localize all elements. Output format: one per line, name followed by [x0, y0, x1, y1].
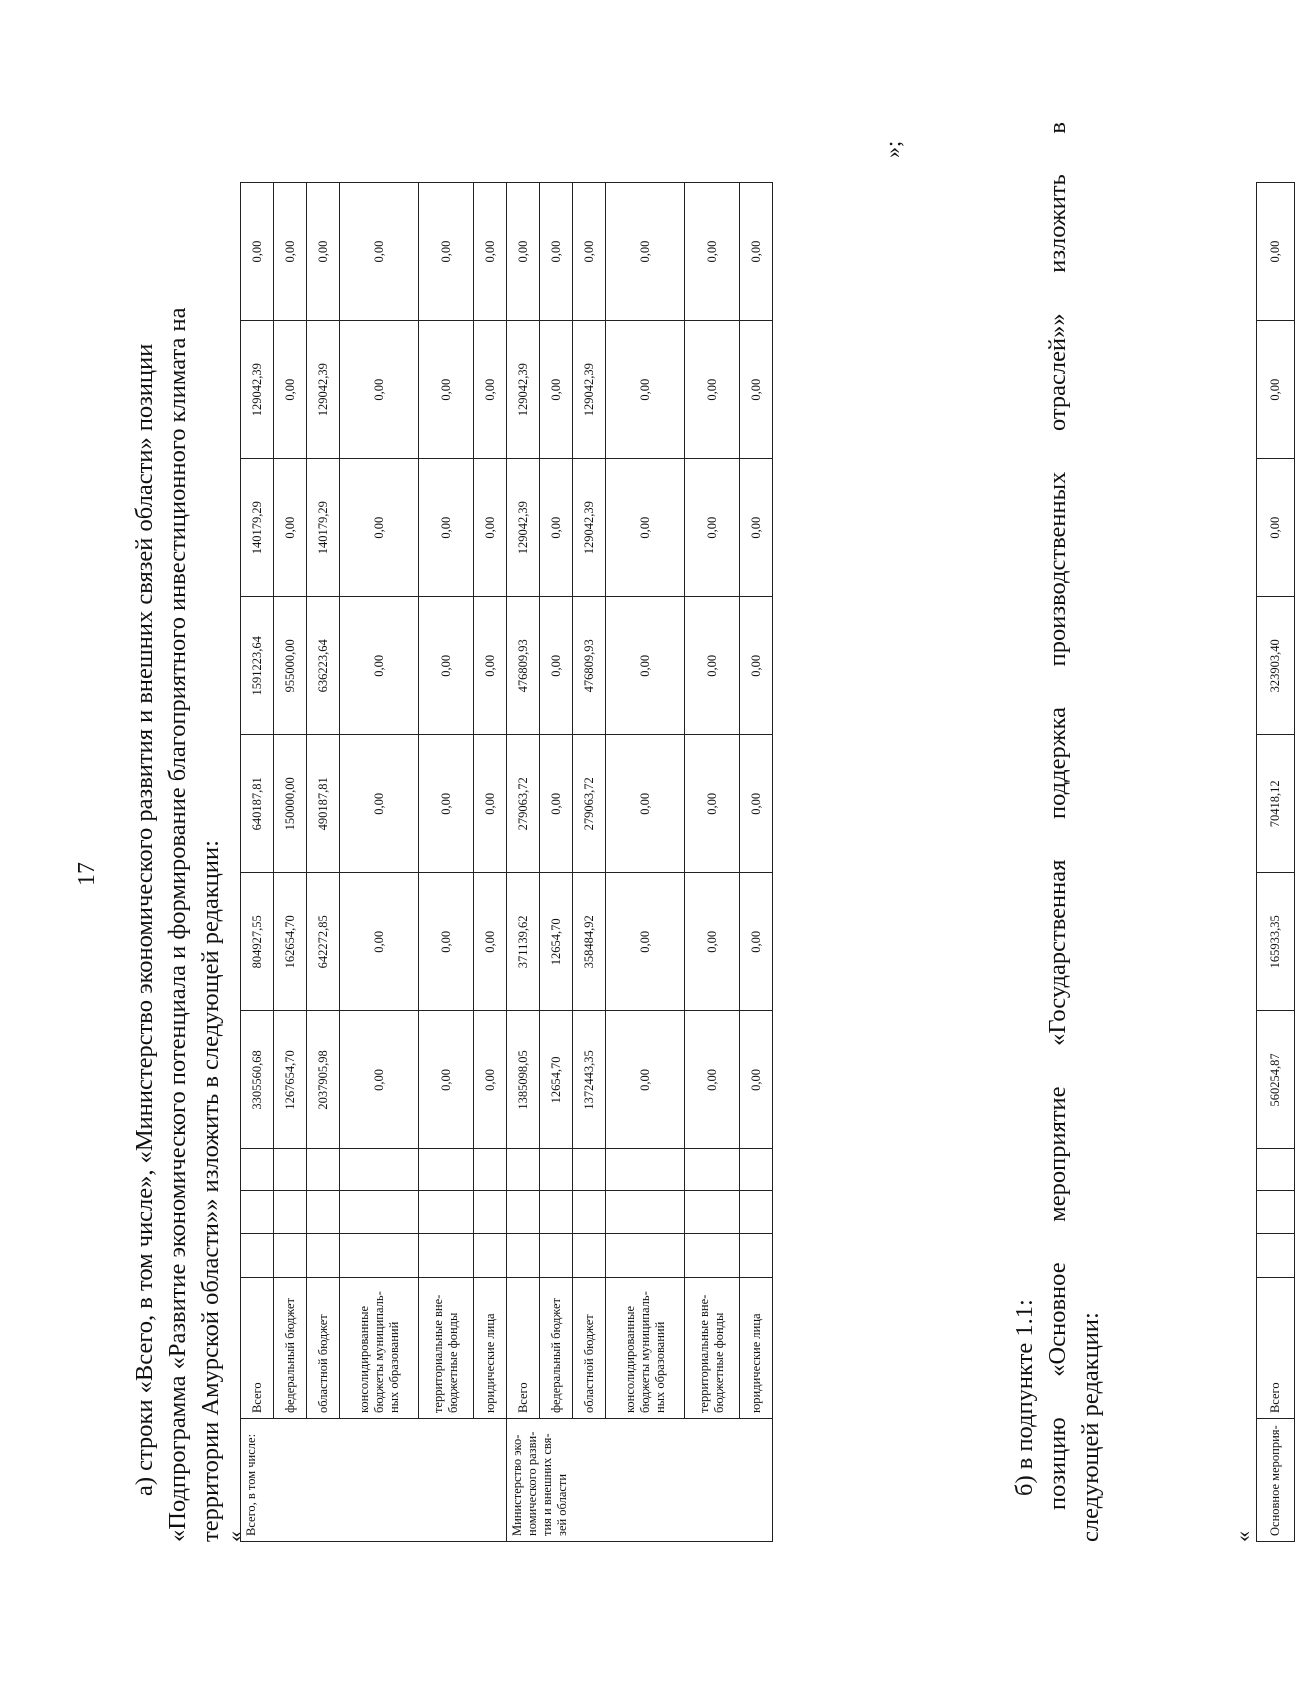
- empty-cell: [1257, 1191, 1295, 1233]
- measure-table: [1256, 182, 1295, 1542]
- empty-cell: [685, 1191, 740, 1233]
- empty-cell: [685, 1149, 740, 1191]
- value-cell: 129042,39: [507, 459, 540, 597]
- value-cell: 0,00: [474, 735, 507, 873]
- group-label: Всего, в том числе:: [241, 1419, 507, 1542]
- value-cell: 0,00: [1257, 459, 1295, 597]
- value-cell: 0,00: [740, 873, 773, 1011]
- empty-cell: [573, 1149, 606, 1191]
- value-cell: 0,00: [685, 735, 740, 873]
- empty-cell: [419, 1233, 474, 1277]
- value-cell: 129042,39: [573, 321, 606, 459]
- value-cell: 640187,81: [241, 735, 274, 873]
- empty-cell: [307, 1233, 340, 1277]
- empty-cell: [740, 1191, 773, 1233]
- table-row: [740, 183, 773, 1542]
- empty-cell: [507, 1191, 540, 1233]
- empty-cell: [307, 1191, 340, 1233]
- category-cell: консолидированные бюджеты муниципаль-ных образований: [606, 1277, 685, 1418]
- table-row: [340, 183, 419, 1542]
- opening-quote-2: «: [1230, 1531, 1255, 1542]
- category-cell: юридические лица: [740, 1277, 773, 1418]
- intro-line-3: территории Амурской области»» изложить в следующей редакции:: [197, 840, 224, 1542]
- value-cell: 0,00: [419, 321, 474, 459]
- value-cell: 371139,62: [507, 873, 540, 1011]
- value-cell: 0,00: [606, 1011, 685, 1149]
- empty-cell: [274, 1191, 307, 1233]
- value-cell: 0,00: [419, 183, 474, 321]
- empty-cell: [1257, 1149, 1295, 1191]
- value-cell: 0,00: [740, 321, 773, 459]
- empty-cell: [340, 1149, 419, 1191]
- table-row: [573, 183, 606, 1542]
- value-cell: 0,00: [606, 321, 685, 459]
- empty-cell: [507, 1233, 540, 1277]
- value-cell: 476809,93: [507, 597, 540, 735]
- empty-cell: [241, 1191, 274, 1233]
- value-cell: 0,00: [573, 183, 606, 321]
- value-cell: 0,00: [606, 459, 685, 597]
- value-cell: 0,00: [606, 597, 685, 735]
- value-cell: 1385098,05: [507, 1011, 540, 1149]
- value-cell: 129042,39: [307, 321, 340, 459]
- value-cell: 162654,70: [274, 873, 307, 1011]
- value-cell: 129042,39: [507, 321, 540, 459]
- value-cell: 0,00: [340, 735, 419, 873]
- category-cell: Всего: [241, 1277, 274, 1418]
- table-row: [540, 183, 573, 1542]
- value-cell: 279063,72: [507, 735, 540, 873]
- table-row: [274, 183, 307, 1542]
- section-b-line-1: б) в подпункте 1.1:: [1011, 1299, 1038, 1496]
- empty-cell: [606, 1191, 685, 1233]
- value-cell: 1372443,35: [573, 1011, 606, 1149]
- section-b-line-2: позицию «Основное мероприятие «Государственная поддержка производственных отраслей»» изложить в: [1044, 122, 1071, 1510]
- empty-cell: [241, 1233, 274, 1277]
- intro-line-2: «Подпрограмма «Развитие экономического потенциала и формирование благоприятного инвестиционного климата на: [164, 307, 191, 1542]
- empty-cell: [241, 1149, 274, 1191]
- value-cell: 0,00: [340, 459, 419, 597]
- value-cell: 2037905,98: [307, 1011, 340, 1149]
- value-cell: 0,00: [340, 597, 419, 735]
- section-b: [1008, 122, 1107, 1542]
- table-row: [685, 183, 740, 1542]
- value-cell: 0,00: [606, 873, 685, 1011]
- empty-cell: [340, 1233, 419, 1277]
- empty-cell: [474, 1191, 507, 1233]
- empty-cell: [740, 1149, 773, 1191]
- empty-cell: [740, 1233, 773, 1277]
- value-cell: 0,00: [307, 183, 340, 321]
- value-cell: 636223,64: [307, 597, 340, 735]
- value-cell: 0,00: [419, 1011, 474, 1149]
- value-cell: 0,00: [474, 873, 507, 1011]
- value-cell: 0,00: [474, 459, 507, 597]
- value-cell: 0,00: [685, 1011, 740, 1149]
- value-cell: 0,00: [685, 597, 740, 735]
- table-row: [307, 183, 340, 1542]
- value-cell: 0,00: [740, 735, 773, 873]
- opening-quote: «: [222, 1531, 247, 1542]
- value-cell: 0,00: [540, 459, 573, 597]
- category-cell: юридические лица: [474, 1277, 507, 1418]
- value-cell: 0,00: [540, 321, 573, 459]
- value-cell: 165933,35: [1257, 873, 1295, 1011]
- empty-cell: [307, 1149, 340, 1191]
- empty-cell: [419, 1149, 474, 1191]
- intro-paragraph: [128, 122, 227, 1542]
- value-cell: 0,00: [740, 1011, 773, 1149]
- value-cell: 70418,12: [1257, 735, 1295, 873]
- value-cell: 0,00: [340, 873, 419, 1011]
- empty-cell: [540, 1191, 573, 1233]
- empty-cell: [573, 1191, 606, 1233]
- empty-cell: [573, 1233, 606, 1277]
- value-cell: 0,00: [685, 873, 740, 1011]
- empty-cell: [274, 1149, 307, 1191]
- value-cell: 0,00: [740, 183, 773, 321]
- table-row: [241, 183, 274, 1542]
- value-cell: 140179,29: [307, 459, 340, 597]
- value-cell: 323903,40: [1257, 597, 1295, 735]
- value-cell: 0,00: [340, 1011, 419, 1149]
- category-cell: консолидированные бюджеты муниципаль-ных образований: [340, 1277, 419, 1418]
- table-row: [606, 183, 685, 1542]
- value-cell: 12654,70: [540, 873, 573, 1011]
- empty-cell: [540, 1233, 573, 1277]
- table-row: [419, 183, 474, 1542]
- category-cell: областной бюджет: [307, 1277, 340, 1418]
- value-cell: 0,00: [419, 459, 474, 597]
- value-cell: 150000,00: [274, 735, 307, 873]
- section-b-line-3: следующей редакции:: [1077, 1312, 1104, 1542]
- value-cell: 1267654,70: [274, 1011, 307, 1149]
- empty-cell: [507, 1149, 540, 1191]
- value-cell: 0,00: [340, 183, 419, 321]
- value-cell: 0,00: [685, 321, 740, 459]
- value-cell: 642272,85: [307, 873, 340, 1011]
- table-row: [474, 183, 507, 1542]
- value-cell: 0,00: [540, 735, 573, 873]
- empty-cell: [540, 1149, 573, 1191]
- category-cell: территориальные вне-бюджетные фонды: [685, 1277, 740, 1418]
- value-cell: 129042,39: [573, 459, 606, 597]
- empty-cell: [474, 1233, 507, 1277]
- group-label: Министерство эко-номического разви-тия и внешних свя-зей области: [507, 1419, 773, 1542]
- empty-cell: [606, 1149, 685, 1191]
- value-cell: 476809,93: [573, 597, 606, 735]
- empty-cell: [474, 1149, 507, 1191]
- value-cell: 0,00: [474, 321, 507, 459]
- empty-cell: [1257, 1233, 1295, 1277]
- empty-cell: [685, 1233, 740, 1277]
- value-cell: 0,00: [685, 459, 740, 597]
- category-cell: областной бюджет: [573, 1277, 606, 1418]
- financing-table: [240, 182, 773, 1542]
- value-cell: 0,00: [274, 459, 307, 597]
- intro-line-1: а) строки «Всего, в том числе», «Министерство экономического развития и внешних связей области» позиции: [131, 343, 158, 1496]
- measure-row: [1257, 183, 1295, 1542]
- value-cell: 0,00: [474, 1011, 507, 1149]
- category-cell: территориальные вне-бюджетные фонды: [419, 1277, 474, 1418]
- empty-cell: [274, 1233, 307, 1277]
- value-cell: 140179,29: [241, 459, 274, 597]
- value-cell: 0,00: [274, 321, 307, 459]
- category-cell: Всего: [507, 1277, 540, 1418]
- value-cell: 12654,70: [540, 1011, 573, 1149]
- value-cell: 0,00: [419, 735, 474, 873]
- value-cell: 3305560,68: [241, 1011, 274, 1149]
- value-cell: 0,00: [540, 597, 573, 735]
- value-cell: 490187,81: [307, 735, 340, 873]
- closing-quote: »;: [880, 140, 905, 158]
- category-cell: федеральный бюджет: [540, 1277, 573, 1418]
- value-cell: 0,00: [474, 183, 507, 321]
- value-cell: 0,00: [419, 873, 474, 1011]
- value-cell: 0,00: [740, 459, 773, 597]
- measure-label: Основное мероприя-: [1257, 1419, 1295, 1542]
- value-cell: 1591223,64: [241, 597, 274, 735]
- value-cell: 0,00: [507, 183, 540, 321]
- value-cell: 0,00: [1257, 183, 1295, 321]
- measure-category: Всего: [1257, 1277, 1295, 1418]
- value-cell: 0,00: [241, 183, 274, 321]
- empty-cell: [340, 1191, 419, 1233]
- value-cell: 0,00: [419, 597, 474, 735]
- value-cell: 129042,39: [241, 321, 274, 459]
- value-cell: 0,00: [606, 735, 685, 873]
- value-cell: 358484,92: [573, 873, 606, 1011]
- value-cell: 0,00: [274, 183, 307, 321]
- value-cell: 955000,00: [274, 597, 307, 735]
- empty-cell: [606, 1233, 685, 1277]
- value-cell: 0,00: [540, 183, 573, 321]
- table-row: [507, 183, 540, 1542]
- value-cell: 279063,72: [573, 735, 606, 873]
- empty-cell: [419, 1191, 474, 1233]
- page-number: 17: [74, 862, 100, 886]
- category-cell: федеральный бюджет: [274, 1277, 307, 1418]
- value-cell: 0,00: [474, 597, 507, 735]
- value-cell: 0,00: [606, 183, 685, 321]
- value-cell: 0,00: [340, 321, 419, 459]
- value-cell: 0,00: [740, 597, 773, 735]
- value-cell: 804927,55: [241, 873, 274, 1011]
- value-cell: 0,00: [1257, 321, 1295, 459]
- value-cell: 0,00: [685, 183, 740, 321]
- value-cell: 560254,87: [1257, 1011, 1295, 1149]
